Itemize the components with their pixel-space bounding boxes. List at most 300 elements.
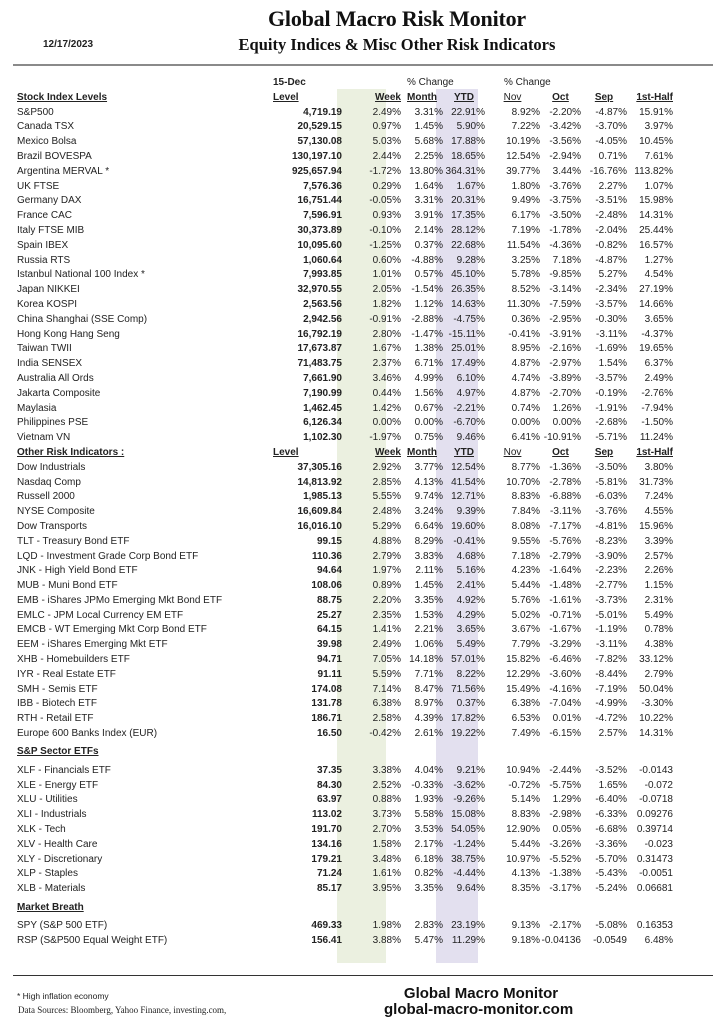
cell-month: 3.24%	[414, 506, 443, 518]
cell-ytd: 28.12%	[451, 224, 485, 236]
cell-sep: -2.48%	[595, 210, 627, 222]
top-divider	[13, 64, 713, 66]
cell-oct: 0.05%	[552, 824, 581, 836]
cell-level: 925,657.94	[291, 165, 342, 177]
cell-sep: -4.87%	[595, 106, 627, 118]
cell-level: 130,197.10	[291, 150, 342, 162]
row-label: China Shanghai (SSE Comp)	[17, 313, 148, 325]
cell-sep: -7.19%	[595, 683, 627, 695]
cell-nov: 4.87%	[511, 387, 540, 399]
cell-week: 0.29%	[372, 180, 401, 192]
cell-ytd: 4.92%	[456, 594, 485, 606]
cell-nov: 8.77%	[511, 461, 540, 473]
cell-week: 2.80%	[372, 328, 401, 340]
cell-level: 1,985.13	[303, 491, 342, 503]
cell-week: 7.14%	[372, 683, 401, 695]
cell-oct: -2.70%	[549, 387, 581, 399]
cell-ytd: 17.82%	[451, 713, 485, 725]
cell-week: 5.59%	[372, 668, 401, 680]
row-label: Germany DAX	[17, 195, 82, 207]
cell-ytd: 54.05%	[451, 824, 485, 836]
cell-oct: -2.78%	[549, 476, 581, 488]
cell-level: 37,305.16	[297, 461, 342, 473]
row-label: EMB - iShares JPMo Emerging Mkt Bond ETF	[17, 594, 223, 606]
cell-half: 3.65%	[644, 313, 673, 325]
cell-week: -1.72%	[369, 165, 401, 177]
column-header-half: 1st-Half	[636, 91, 673, 103]
column-header-level	[255, 742, 342, 764]
row-label: Brazil BOVESPA	[17, 150, 92, 162]
cell-half: 5.49%	[644, 609, 673, 621]
column-header-half	[627, 897, 673, 919]
cell-week: 1.67%	[372, 343, 401, 355]
cell-level: 16,016.10	[297, 520, 342, 532]
cell-month: 3.83%	[414, 550, 443, 562]
cell-level: 91.11	[317, 668, 342, 680]
cell-ytd: 17.35%	[451, 210, 485, 222]
cell-level: 25.27	[316, 609, 342, 621]
row-label: IYR - Real Estate ETF	[17, 668, 116, 680]
cell-level: 84.30	[316, 779, 342, 791]
cell-week: 5.29%	[372, 520, 401, 532]
cell-week: -1.25%	[369, 239, 401, 251]
cell-ytd: -4.44%	[453, 868, 485, 880]
cell-ytd: 9.39%	[456, 506, 485, 518]
cell-month: 7.71%	[414, 668, 443, 680]
cell-nov: 0.00%	[511, 417, 540, 429]
cell-month: 2.61%	[414, 728, 443, 740]
cell-level: 134.16	[311, 838, 342, 850]
column-header-nov	[485, 742, 540, 764]
cell-sep: -0.19%	[595, 387, 627, 399]
cell-month: 6.64%	[414, 520, 443, 532]
cell-sep: -5.01%	[595, 609, 627, 621]
row-label: XLB - Materials	[17, 883, 86, 895]
column-header-sep	[581, 742, 627, 764]
brand-url[interactable]: global-macro-monitor.com	[384, 1001, 574, 1018]
row-label: Japan NIKKEI	[17, 284, 80, 296]
column-header-month: Month	[407, 91, 437, 103]
cell-half: 11.24%	[639, 432, 673, 444]
cell-ytd: 9.46%	[456, 432, 485, 444]
cell-half: 7.24%	[644, 491, 673, 503]
cell-ytd: 19.22%	[451, 728, 485, 740]
table-row	[17, 209, 673, 224]
cell-sep: -1.19%	[595, 624, 627, 636]
cell-ytd: 4.29%	[456, 609, 485, 621]
cell-nov: 8.52%	[511, 284, 540, 296]
cell-week: 3.46%	[372, 372, 401, 384]
table-row	[17, 919, 673, 934]
row-label: RSP (S&P500 Equal Weight ETF)	[17, 934, 168, 946]
row-label: TLT - Treasury Bond ETF	[17, 535, 130, 547]
table-row	[17, 623, 673, 638]
cell-nov: 8.08%	[511, 520, 540, 532]
cell-week: 2.49%	[372, 106, 401, 118]
cell-week: 2.49%	[372, 639, 401, 651]
cell-oct: -2.16%	[549, 343, 581, 355]
cell-nov: 10.19%	[506, 136, 540, 148]
cell-ytd: 12.54%	[451, 461, 485, 473]
section-title: Stock Index Levels	[17, 91, 108, 103]
cell-level: 7,576.36	[303, 180, 342, 192]
cell-month: 3.35%	[414, 594, 443, 606]
row-label: Dow Industrials	[17, 461, 86, 473]
cell-nov: 9.13%	[511, 920, 540, 932]
cell-level: 16.50	[316, 728, 342, 740]
table-row	[17, 357, 673, 372]
cell-oct: -1.78%	[549, 224, 581, 236]
cell-sep: -5.43%	[595, 868, 627, 880]
cell-half: 15.91%	[639, 106, 673, 118]
cell-level: 14,813.92	[297, 476, 342, 488]
cell-level: 7,596.91	[303, 210, 342, 222]
row-label: MUB - Muni Bond ETF	[17, 580, 118, 592]
cell-nov: 4.23%	[511, 565, 540, 577]
cell-ytd: 17.49%	[451, 358, 485, 370]
cell-sep: -2.77%	[595, 580, 627, 592]
cell-sep: -8.44%	[595, 668, 627, 680]
row-label: LQD - Investment Grade Corp Bond ETF	[17, 550, 199, 562]
column-header-ytd: YTD	[454, 91, 474, 103]
row-label: XLE - Energy ETF	[17, 779, 99, 791]
cell-month: 2.17%	[414, 838, 443, 850]
table-row	[17, 461, 673, 476]
cell-half: 2.57%	[644, 550, 673, 562]
cell-week: 2.35%	[372, 609, 401, 621]
cell-month: 5.58%	[414, 809, 443, 821]
column-header-sep: Sep	[594, 446, 614, 458]
table-row	[17, 594, 673, 609]
cell-ytd: 25.01%	[451, 343, 485, 355]
cell-nov: 39.77%	[506, 165, 540, 177]
table-row	[17, 416, 673, 431]
cell-sep: -3.52%	[595, 764, 627, 776]
cell-half: 15.96%	[639, 520, 673, 532]
cell-oct: -2.97%	[549, 358, 581, 370]
cell-week: 0.89%	[372, 580, 401, 592]
cell-nov: 15.82%	[506, 654, 540, 666]
table-row	[17, 668, 673, 683]
cell-level: 469.33	[311, 920, 342, 932]
cell-nov: 3.25%	[511, 254, 540, 266]
section-title: Other Risk Indicators :	[17, 446, 125, 458]
cell-ytd: 20.31%	[451, 195, 485, 207]
row-label: France CAC	[17, 210, 73, 222]
row-label: UK FTSE	[17, 180, 60, 192]
cell-sep: -3.70%	[595, 121, 627, 133]
cell-half: -1.50%	[641, 417, 673, 429]
cell-sep: -2.68%	[595, 417, 627, 429]
cell-level: 7,190.99	[303, 387, 342, 399]
cell-nov: 7.49%	[511, 728, 540, 740]
cell-month: 2.21%	[414, 624, 443, 636]
cell-sep: -3.76%	[595, 506, 627, 518]
row-label: Jakarta Composite	[17, 387, 101, 399]
cell-sep: 2.27%	[598, 180, 627, 192]
risk-monitor-table	[17, 76, 673, 949]
cell-sep: -5.71%	[595, 432, 627, 444]
cell-nov: 5.44%	[511, 838, 540, 850]
cell-half: -0.0718	[639, 794, 673, 806]
cell-week: 3.95%	[372, 883, 401, 895]
row-label: Istanbul National 100 Index *	[17, 269, 145, 281]
cell-nov: 12.90%	[506, 824, 540, 836]
cell-sep: -3.36%	[595, 838, 627, 850]
report-subtitle: Equity Indices & Misc Other Risk Indicators	[238, 35, 556, 54]
row-label: XLP - Staples	[17, 868, 78, 880]
cell-month: 1.53%	[414, 609, 443, 621]
cell-ytd: 22.91%	[451, 106, 485, 118]
cell-oct: -5.76%	[549, 535, 581, 547]
cell-oct: -5.52%	[549, 853, 581, 865]
cell-nov: 0.36%	[511, 313, 540, 325]
cell-nov: 8.83%	[511, 491, 540, 503]
table-row	[17, 402, 673, 417]
cell-nov: 4.13%	[511, 868, 540, 880]
cell-sep: -3.50%	[595, 461, 627, 473]
row-label: Nasdaq Comp	[17, 476, 81, 488]
cell-level: 179.21	[311, 853, 342, 865]
row-label: XLI - Industrials	[17, 809, 87, 821]
table-row	[17, 779, 673, 794]
column-header-half	[627, 742, 673, 764]
cell-nov: 8.35%	[511, 883, 540, 895]
cell-week: 0.44%	[372, 387, 401, 399]
cell-ytd: 9.28%	[456, 254, 485, 266]
cell-month: -4.88%	[411, 254, 443, 266]
cell-nov: 5.44%	[511, 580, 540, 592]
cell-oct: -0.04136	[541, 934, 581, 946]
cell-oct: -3.29%	[549, 639, 581, 651]
column-header-nov: Nov	[503, 446, 522, 458]
column-header-week: Week	[375, 91, 401, 103]
cell-nov: 3.67%	[511, 624, 540, 636]
cell-sep: -0.82%	[595, 239, 627, 251]
table-row	[17, 505, 673, 520]
cell-nov: 10.97%	[506, 853, 540, 865]
cell-sep: -5.24%	[595, 883, 627, 895]
table-row	[17, 342, 673, 357]
cell-oct: -3.42%	[549, 121, 581, 133]
cell-month: 13.80%	[409, 165, 443, 177]
cell-half: 10.45%	[639, 136, 673, 148]
table-row	[17, 564, 673, 579]
cell-ytd: -0.41%	[453, 535, 485, 547]
report-title: Global Macro Risk Monitor	[268, 6, 526, 31]
cell-week: 2.05%	[372, 284, 401, 296]
cell-level: 186.71	[311, 713, 342, 725]
cell-sep: -3.11%	[596, 328, 627, 340]
table-row	[17, 372, 673, 387]
row-label: Philippines PSE	[17, 417, 89, 429]
cell-nov: 7.84%	[511, 506, 540, 518]
cell-level: 1,060.64	[303, 254, 342, 266]
cell-half: 0.78%	[644, 624, 673, 636]
cell-half: 6.37%	[644, 358, 673, 370]
table-row	[17, 106, 673, 121]
cell-month: 1.64%	[414, 180, 443, 192]
cell-half: 7.61%	[644, 150, 673, 162]
cell-week: -1.97%	[369, 432, 401, 444]
cell-ytd: 38.75%	[451, 853, 485, 865]
cell-oct: -2.79%	[549, 550, 581, 562]
cell-week: 1.82%	[372, 298, 401, 310]
cell-week: 2.92%	[372, 461, 401, 473]
cell-oct: -3.50%	[549, 210, 581, 222]
cell-month: 1.38%	[414, 343, 443, 355]
column-header-oct: Oct	[552, 446, 569, 458]
cell-half: 0.16353	[636, 920, 673, 932]
cell-nov: 7.18%	[511, 550, 540, 562]
cell-sep: -5.08%	[595, 920, 627, 932]
cell-month: 6.18%	[414, 853, 443, 865]
row-label: Canada TSX	[17, 121, 75, 133]
cell-month: 1.12%	[414, 298, 443, 310]
cell-ytd: 45.10%	[451, 269, 485, 281]
table-row	[17, 165, 673, 180]
cell-nov: 8.83%	[511, 809, 540, 821]
cell-nov: 9.18%	[511, 934, 540, 946]
cell-level: 71,483.75	[297, 358, 342, 370]
cell-ytd: 41.54%	[451, 476, 485, 488]
cell-sep: -1.91%	[595, 402, 627, 414]
cell-ytd: 1.67%	[456, 180, 485, 192]
cell-week: 2.44%	[372, 150, 401, 162]
cell-half: 3.80%	[644, 461, 673, 473]
cell-ytd: -9.26%	[453, 794, 485, 806]
cell-week: 2.37%	[372, 358, 401, 370]
cell-level: 16,609.84	[297, 506, 342, 518]
cell-level: 64.15	[316, 624, 342, 636]
cell-oct: -7.04%	[549, 698, 581, 710]
cell-half: -4.37%	[641, 328, 673, 340]
table-row	[17, 638, 673, 653]
cell-sep: -16.76%	[589, 165, 627, 177]
table-row	[17, 535, 673, 550]
cell-nov: 4.74%	[511, 372, 540, 384]
column-header-half: 1st-Half	[636, 446, 673, 458]
cell-sep: 5.27%	[598, 269, 627, 281]
cell-oct: -3.89%	[549, 372, 581, 384]
cell-nov: 0.74%	[511, 402, 540, 414]
cell-ytd: -4.75%	[453, 313, 485, 325]
cell-oct: -10.91%	[543, 432, 581, 444]
row-label: XLK - Tech	[17, 824, 66, 836]
column-header-ytd	[443, 897, 485, 919]
table-row	[17, 120, 673, 135]
cell-ytd: 4.68%	[456, 550, 485, 562]
section-header-row	[17, 742, 673, 764]
cell-sep: -3.57%	[595, 372, 627, 384]
cell-ytd: 19.60%	[451, 520, 485, 532]
row-label: XLV - Health Care	[17, 838, 98, 850]
table-row	[17, 431, 673, 446]
date-label: 15-Dec	[273, 77, 306, 88]
cell-half: 14.31%	[639, 210, 673, 222]
cell-oct: 0.00%	[552, 417, 581, 429]
cell-week: 1.01%	[372, 269, 401, 281]
row-label: India SENSEX	[17, 358, 83, 370]
table-row	[17, 194, 673, 209]
cell-half: 16.57%	[639, 239, 673, 251]
cell-oct: -3.14%	[549, 284, 581, 296]
cell-half: 50.04%	[639, 683, 673, 695]
cell-half: -0.0051	[639, 868, 673, 880]
column-header-level: Level	[273, 446, 299, 458]
cell-level: 88.75	[316, 594, 342, 606]
table-row	[17, 150, 673, 165]
cell-half: 4.54%	[644, 269, 673, 281]
table-row	[17, 328, 673, 343]
column-header-sep: Sep	[594, 91, 614, 103]
cell-oct: -4.36%	[549, 239, 581, 251]
cell-level: 7,661.90	[303, 372, 342, 384]
cell-ytd: 9.21%	[456, 764, 485, 776]
cell-ytd: 5.90%	[456, 121, 485, 133]
cell-ytd: 17.88%	[451, 136, 485, 148]
cell-month: 2.11%	[415, 565, 443, 577]
cell-ytd: 15.08%	[451, 809, 485, 821]
cell-level: 156.41	[311, 934, 342, 946]
row-label: Europe 600 Banks Index (EUR)	[17, 728, 158, 740]
table-row	[17, 283, 673, 298]
cell-half: 0.06681	[636, 883, 673, 895]
cell-oct: -2.20%	[549, 106, 581, 118]
report-date: 12/17/2023	[43, 39, 94, 50]
cell-level: 7,993.85	[303, 269, 342, 281]
cell-ytd: -6.70%	[453, 417, 485, 429]
column-header-week	[342, 897, 401, 919]
cell-month: 1.06%	[414, 639, 443, 651]
cell-month: 8.47%	[414, 683, 443, 695]
section-title: Market Breath	[17, 901, 84, 913]
cell-sep: -6.68%	[595, 824, 627, 836]
cell-half: -0.0143	[639, 764, 673, 776]
column-header-oct	[540, 897, 581, 919]
cell-half: 15.98%	[639, 195, 673, 207]
cell-sep: -7.82%	[595, 654, 627, 666]
cell-month: 8.97%	[414, 698, 443, 710]
cell-oct: -4.16%	[549, 683, 581, 695]
cell-half: 3.97%	[644, 121, 673, 133]
cell-week: 1.98%	[372, 920, 401, 932]
cell-half: 14.31%	[639, 728, 673, 740]
cell-oct: -1.36%	[549, 461, 581, 473]
cell-month: 5.68%	[414, 136, 443, 148]
cell-week: -0.10%	[369, 224, 401, 236]
cell-month: 0.67%	[414, 402, 443, 414]
cell-level: 57,130.08	[297, 136, 342, 148]
table-row	[17, 653, 673, 668]
cell-level: 63.97	[316, 794, 342, 806]
cell-sep: -2.04%	[595, 224, 627, 236]
table-row	[17, 683, 673, 698]
cell-month: 1.45%	[414, 580, 443, 592]
cell-ytd: 26.35%	[451, 284, 485, 296]
cell-sep: -4.99%	[595, 698, 627, 710]
cell-half: -7.94%	[641, 402, 673, 414]
cell-month: -2.88%	[411, 313, 443, 325]
cell-oct: -2.98%	[549, 809, 581, 821]
column-header-ytd	[443, 742, 485, 764]
column-header-ytd: YTD	[454, 446, 474, 458]
cell-level: 174.08	[311, 683, 342, 695]
cell-month: 6.71%	[414, 358, 443, 370]
cell-nov: 5.76%	[511, 594, 540, 606]
cell-ytd: 364.31%	[445, 165, 485, 177]
cell-half: 19.65%	[639, 343, 673, 355]
